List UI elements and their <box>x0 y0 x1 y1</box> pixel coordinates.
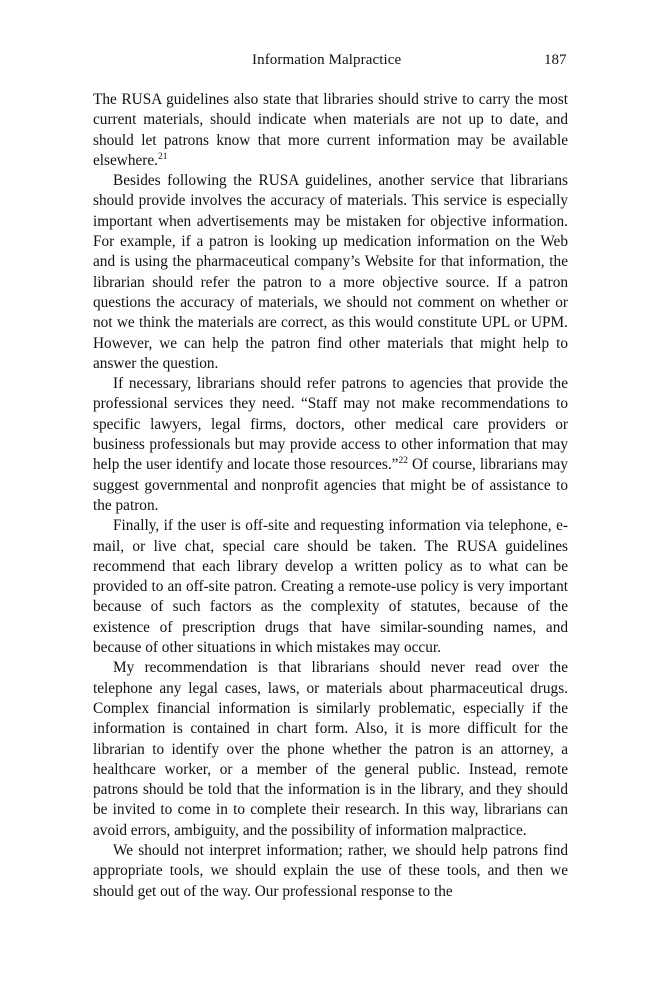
body-text <box>93 90 568 902</box>
footnote-ref-22: 22 <box>398 456 408 467</box>
paragraph-3: If necessary, librarians should refer patrons to agencies that provide the professional services they need. “Staff may not make recommendations to specific lawyers, legal firms, doctors, other medical care providers or business professionals but may provide access to other information that may help the user identify and locate those resources.”$^{22}$ Of course, librarians may suggest governmental and nonprofit agencies that might be of assistance to the patron. <box>93 375 568 514</box>
paragraph-2: Besides following the RUSA guidelines, another service that librarians should provide involves the accuracy of materials. This service is especially important when advertisements may be mistaken for objective information. For example, if a patron is looking up medication information on the Web and is using the pharmaceutical company’s Website for that information, the librarian should refer the patron to a more objective source. If a patron questions the accuracy of materials, we should not comment on whether or not we think the materials are correct, as this would constitute UPL or UPM. However, we can help the patron find other materials that might help to answer the question. <box>93 172 568 372</box>
page-number: 187 <box>544 52 567 68</box>
paragraph-1: The RUSA guidelines also state that libraries should strive to carry the most current materials, should indicate when materials are not up to date, and should let patrons know that more current information may be available elsewhere.$^{21}$ <box>93 91 568 169</box>
paragraph-5: My recommendation is that librarians should never read over the telephone any legal cases, laws, or materials about pharmaceutical drugs. Complex financial information is similarly problematic, especially if the information is contained in chart form. Also, it is more difficult for the librarian to identify over the phone whether the patron is an attorney, a healthcare worker, or a member of the general public. Instead, remote patrons should be told that the information is in the library, and they should be invited to come in to complete their research. In this way, librarians can avoid errors, ambiguity, and the possibility of information malpractice. <box>93 659 568 839</box>
running-title: Information Malpractice <box>252 52 402 68</box>
paragraph-4: Finally, if the user is off-site and requesting information via telephone, e-mail, or live chat, special care should be taken. The RUSA guidelines recommend that each library develop a written policy as to what can be provided to an off-site patron. Creating a remote-use policy is very important because of such factors as the complexity of statutes, because of the existence of prescription drugs that have similar-sounding names, and because of other situations in which mistakes may occur. <box>93 517 568 657</box>
footnote-ref-21: 21 <box>157 151 168 162</box>
paragraph-6: We should not interpret information; rather, we should help patrons find appropriate tools, we should explain the use of these tools, and then we should get out of the way. Our professional response to the <box>93 841 568 900</box>
